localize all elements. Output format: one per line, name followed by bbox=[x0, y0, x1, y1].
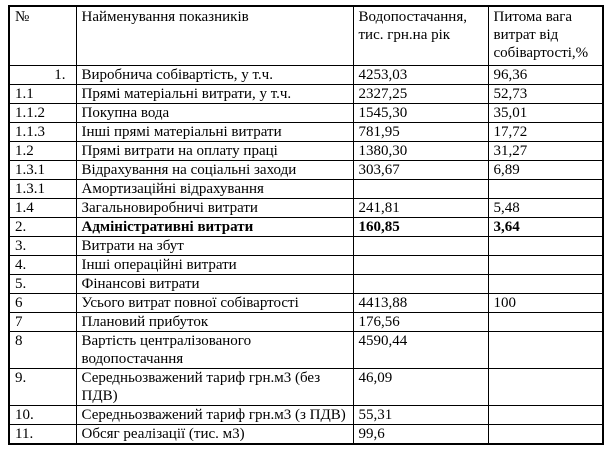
table-row bbox=[9, 66, 603, 85]
table-row bbox=[9, 275, 603, 294]
table-row bbox=[9, 237, 603, 256]
amount-cell: 99,6 bbox=[353, 425, 488, 445]
table-row bbox=[9, 332, 603, 369]
column-header: № bbox=[9, 6, 76, 66]
share-percent-cell: 31,27 bbox=[488, 142, 603, 161]
share-percent-cell: 17,72 bbox=[488, 123, 603, 142]
row-number-cell: 8 bbox=[9, 332, 76, 369]
table-row bbox=[9, 294, 603, 313]
row-number-cell: 9. bbox=[9, 369, 76, 406]
row-number-cell: 4. bbox=[9, 256, 76, 275]
amount-cell: 1545,30 bbox=[353, 104, 488, 123]
share-percent-cell: 100 bbox=[488, 294, 603, 313]
amount-cell: 241,81 bbox=[353, 199, 488, 218]
row-number-cell: 1. bbox=[9, 66, 76, 85]
amount-cell: 4413,88 bbox=[353, 294, 488, 313]
amount-cell: 176,56 bbox=[353, 313, 488, 332]
row-number-cell: 3. bbox=[9, 237, 76, 256]
share-percent-cell: 5,48 bbox=[488, 199, 603, 218]
amount-cell: 781,95 bbox=[353, 123, 488, 142]
row-number-cell: 1.2 bbox=[9, 142, 76, 161]
indicator-name-cell: Відрахування на соціальні заходи bbox=[76, 161, 353, 180]
table-row bbox=[9, 161, 603, 180]
row-number-cell: 10. bbox=[9, 406, 76, 425]
indicator-name-cell: Покупна вода bbox=[76, 104, 353, 123]
row-number-cell: 1.3.1 bbox=[9, 161, 76, 180]
row-number-cell: 1.3.1 bbox=[9, 180, 76, 199]
header-row bbox=[9, 6, 603, 66]
indicator-name-cell: Витрати на збут bbox=[76, 237, 353, 256]
row-number-cell: 11. bbox=[9, 425, 76, 445]
row-number-cell: 1.1 bbox=[9, 85, 76, 104]
column-header: Питома вага витрат від собівартості,% bbox=[488, 6, 603, 66]
row-number-cell: 1.1.2 bbox=[9, 104, 76, 123]
share-percent-cell bbox=[488, 237, 603, 256]
table-row bbox=[9, 199, 603, 218]
table-row bbox=[9, 369, 603, 406]
amount-cell bbox=[353, 180, 488, 199]
column-header: Найменування показників bbox=[76, 6, 353, 66]
indicator-name-cell: Вартість централізованого водопостачання bbox=[76, 332, 353, 369]
indicator-name-cell: Амортизаційні відрахування bbox=[76, 180, 353, 199]
indicator-name-cell: Середньозважений тариф грн.м3 (без ПДВ) bbox=[76, 369, 353, 406]
indicator-name-cell: Усього витрат повної собівартості bbox=[76, 294, 353, 313]
indicator-name-cell: Інші операційні витрати bbox=[76, 256, 353, 275]
amount-cell: 55,31 bbox=[353, 406, 488, 425]
cost-table-body bbox=[9, 66, 603, 445]
share-percent-cell bbox=[488, 180, 603, 199]
amount-cell: 4590,44 bbox=[353, 332, 488, 369]
share-percent-cell: 52,73 bbox=[488, 85, 603, 104]
amount-cell: 46,09 bbox=[353, 369, 488, 406]
column-header: Водопостачання, тис. грн.на рік bbox=[353, 6, 488, 66]
amount-cell: 1380,30 bbox=[353, 142, 488, 161]
indicator-name-cell: Інші прямі матеріальні витрати bbox=[76, 123, 353, 142]
share-percent-cell: 35,01 bbox=[488, 104, 603, 123]
share-percent-cell bbox=[488, 313, 603, 332]
table-row bbox=[9, 256, 603, 275]
row-number-cell: 1.1.3 bbox=[9, 123, 76, 142]
table-row bbox=[9, 142, 603, 161]
indicator-name-cell: Прямі витрати на оплату праці bbox=[76, 142, 353, 161]
amount-cell: 160,85 bbox=[353, 218, 488, 237]
table-row bbox=[9, 85, 603, 104]
amount-cell: 303,67 bbox=[353, 161, 488, 180]
share-percent-cell: 96,36 bbox=[488, 66, 603, 85]
row-number-cell: 5. bbox=[9, 275, 76, 294]
indicator-name-cell: Загальновиробничі витрати bbox=[76, 199, 353, 218]
indicator-name-cell: Плановий прибуток bbox=[76, 313, 353, 332]
table-row bbox=[9, 425, 603, 445]
table-row bbox=[9, 123, 603, 142]
share-percent-cell: 3,64 bbox=[488, 218, 603, 237]
table-row bbox=[9, 313, 603, 332]
table-row bbox=[9, 406, 603, 425]
share-percent-cell bbox=[488, 275, 603, 294]
row-number-cell: 2. bbox=[9, 218, 76, 237]
share-percent-cell bbox=[488, 425, 603, 445]
table-row bbox=[9, 218, 603, 237]
indicator-name-cell: Фінансові витрати bbox=[76, 275, 353, 294]
amount-cell bbox=[353, 275, 488, 294]
tariff-cost-table bbox=[8, 5, 604, 445]
amount-cell: 2327,25 bbox=[353, 85, 488, 104]
table-row bbox=[9, 104, 603, 123]
indicator-name-cell: Виробнича собівартість, у т.ч. bbox=[76, 66, 353, 85]
share-percent-cell bbox=[488, 332, 603, 369]
indicator-name-cell: Обсяг реалізації (тис. м3) bbox=[76, 425, 353, 445]
indicator-name-cell: Середньозважений тариф грн.м3 (з ПДВ) bbox=[76, 406, 353, 425]
share-percent-cell: 6,89 bbox=[488, 161, 603, 180]
share-percent-cell bbox=[488, 369, 603, 406]
share-percent-cell bbox=[488, 406, 603, 425]
share-percent-cell bbox=[488, 256, 603, 275]
row-number-cell: 6 bbox=[9, 294, 76, 313]
row-number-cell: 1.4 bbox=[9, 199, 76, 218]
indicator-name-cell: Прямі матеріальні витрати, у т.ч. bbox=[76, 85, 353, 104]
table-row bbox=[9, 180, 603, 199]
indicator-name-cell: Адміністративні витрати bbox=[76, 218, 353, 237]
row-number-cell: 7 bbox=[9, 313, 76, 332]
amount-cell bbox=[353, 256, 488, 275]
amount-cell bbox=[353, 237, 488, 256]
amount-cell: 4253,03 bbox=[353, 66, 488, 85]
